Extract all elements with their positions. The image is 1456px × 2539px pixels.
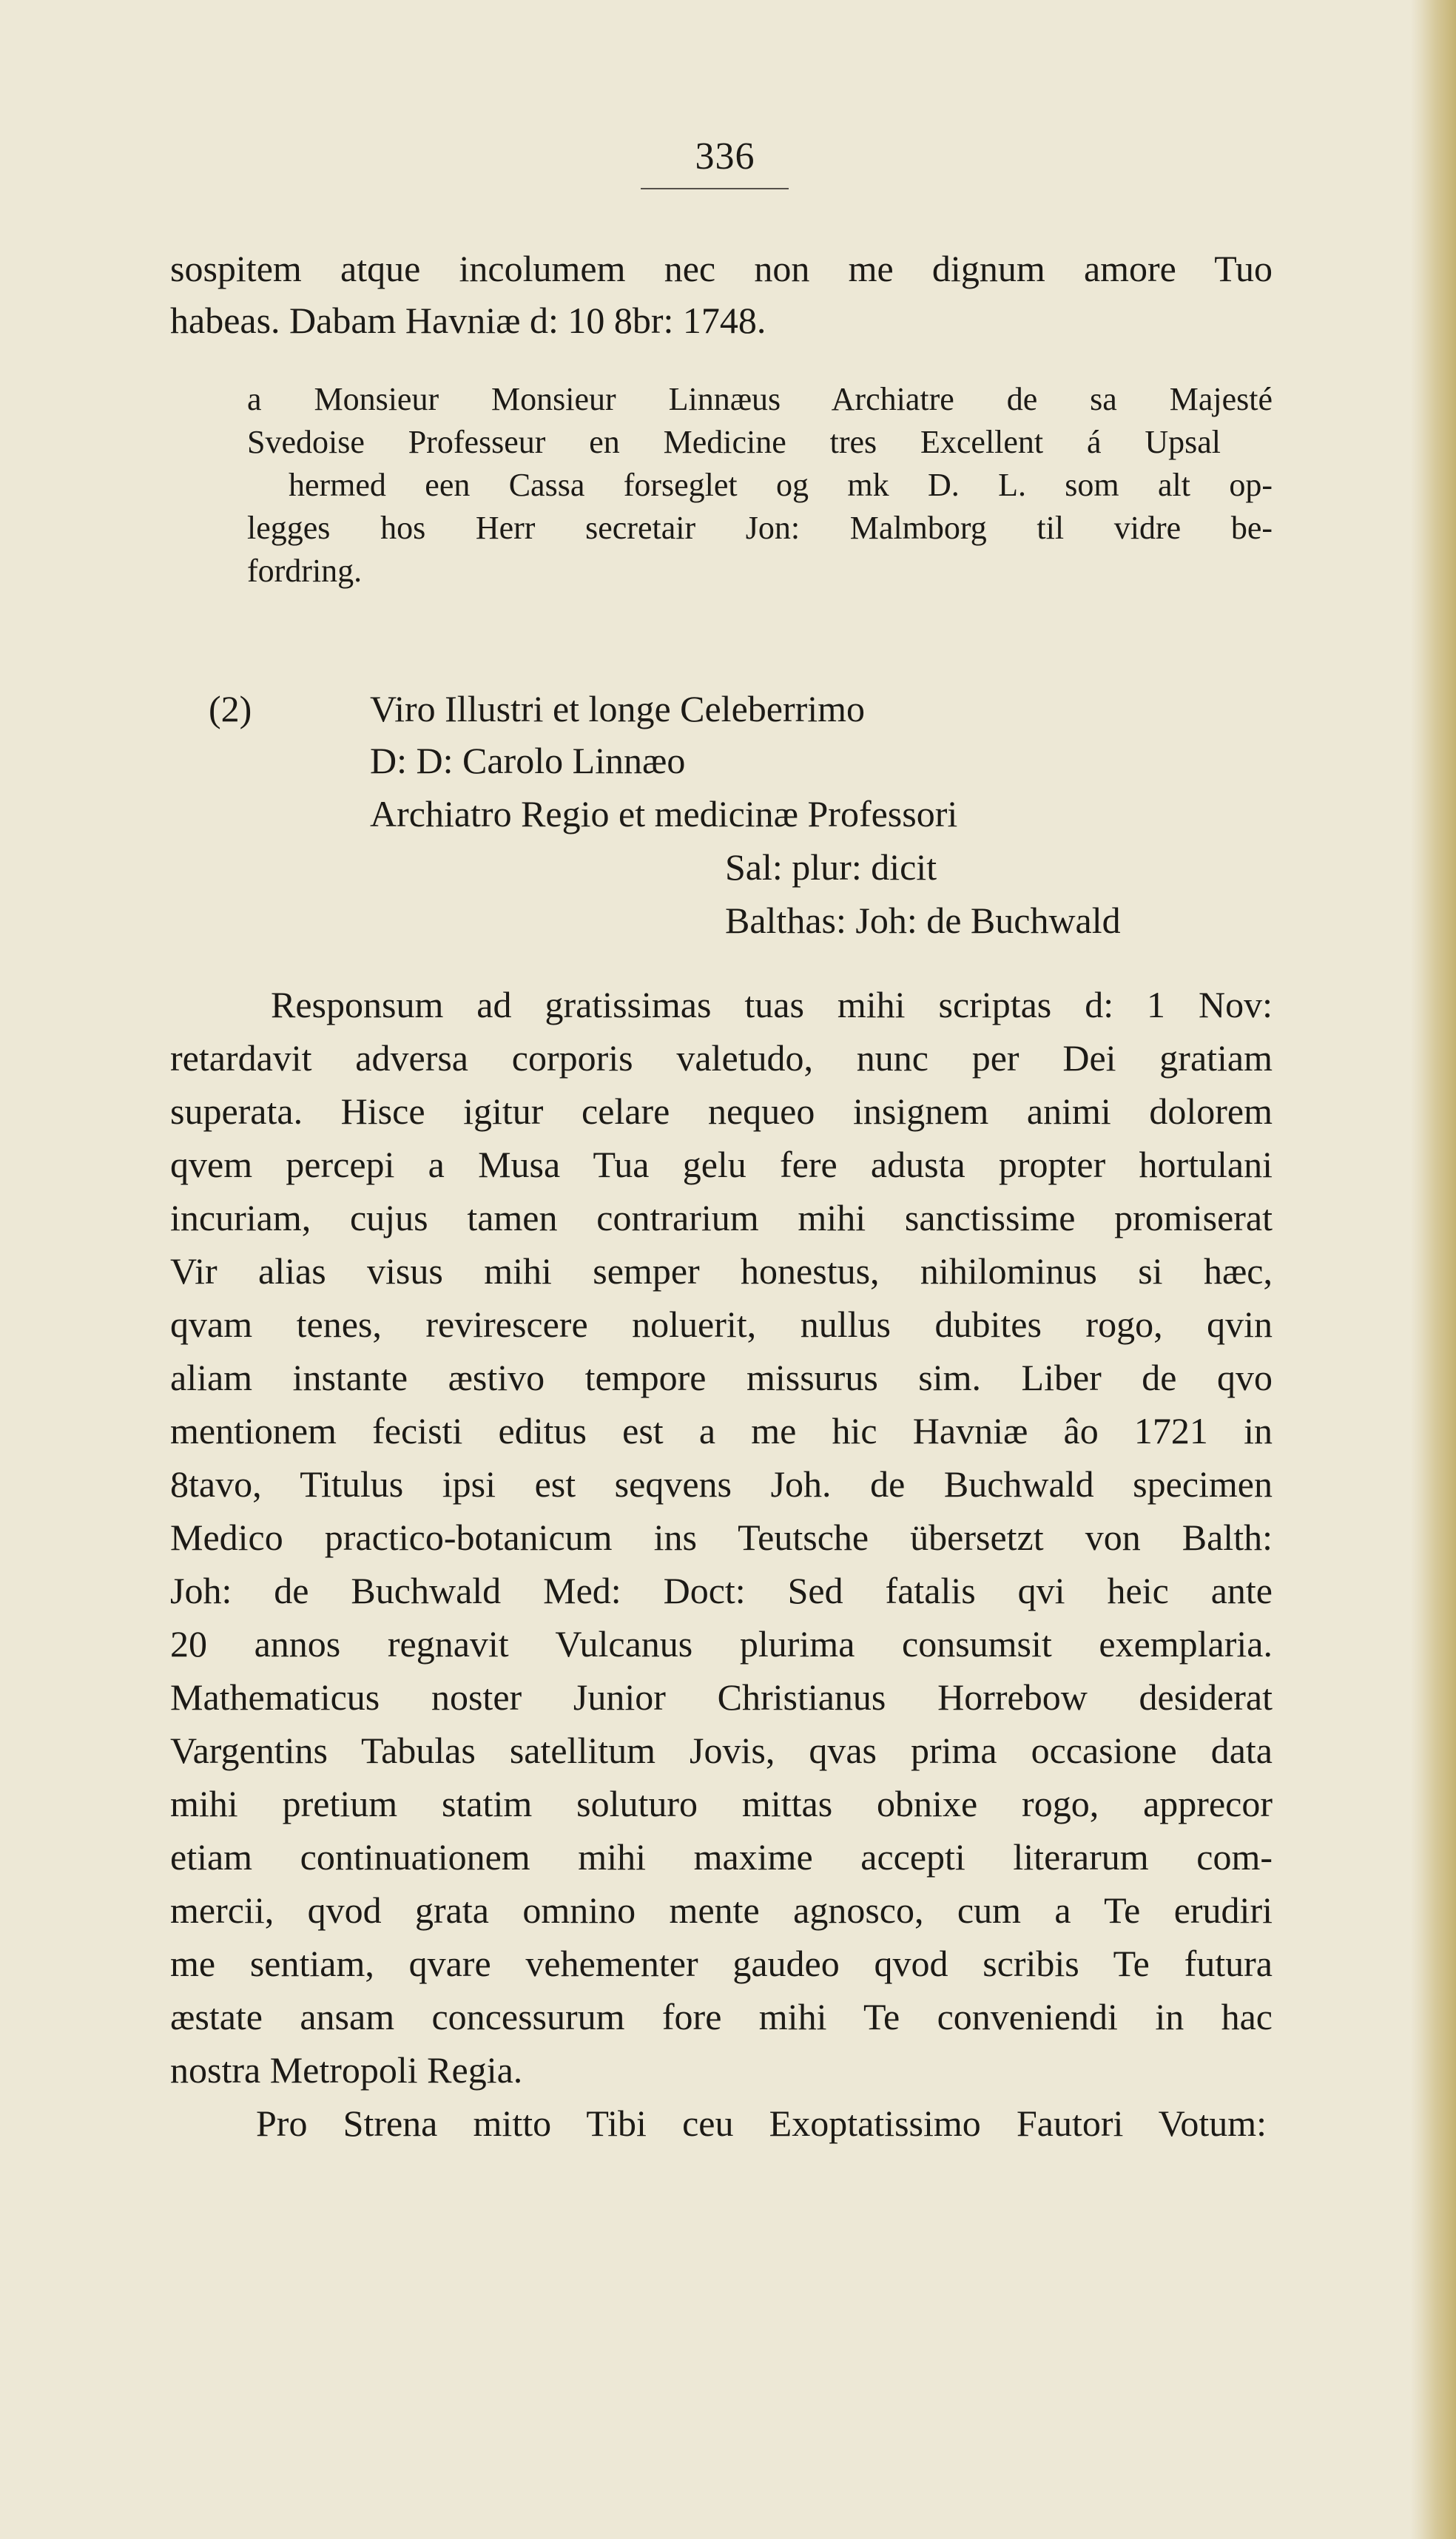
continuation-line-2: habeas. Dabam Havniæ d: 10 8br: 1748. bbox=[170, 300, 766, 341]
body-line-7: qvam tenes, revirescere noluerit, nullus dubites rogo, qvin bbox=[170, 1304, 1273, 1345]
body-line-9: mentionem fecisti editus est a me hic Havniæ âo 1721 in bbox=[170, 1410, 1273, 1451]
body-line-22: Pro Strena mitto Tibi ceu Exoptatissimo Fautori Votum: bbox=[256, 2103, 1267, 2144]
address-line-3: hermed een Cassa forseglet og mk D. L. som alt op- bbox=[289, 467, 1273, 503]
continuation-line-1: sospitem atque incolumem nec non me dignum amore Tuo bbox=[170, 248, 1273, 289]
body-line-11: Medico practico-botanicum ins Teutsche übersetzt von Balth: bbox=[170, 1517, 1273, 1558]
salutation-line-1: Viro Illustri et longe Celeberrimo bbox=[370, 688, 866, 729]
body-line-13: 20 annos regnavit Vulcanus plurima consumsit exemplaria. bbox=[170, 1623, 1273, 1665]
body-line-20: æstate ansam concessurum fore mihi Te conveniendi in hac bbox=[170, 1996, 1273, 2037]
body-line-4: qvem percepi a Musa Tua gelu fere adusta propter hortulani bbox=[170, 1144, 1273, 1185]
page-number: 336 bbox=[695, 135, 755, 178]
salutation-line-5: Balthas: Joh: de Buchwald bbox=[725, 900, 1121, 941]
page-number-rule bbox=[641, 188, 789, 189]
address-line-4: legges hos Herr secretair Jon: Malmborg til vidre be- bbox=[247, 510, 1273, 546]
address-line-5: fordring. bbox=[247, 553, 363, 589]
body-line-3: superata. Hisce igitur celare nequeo insignem animi dolorem bbox=[170, 1090, 1273, 1132]
body-line-12: Joh: de Buchwald Med: Doct: Sed fatalis qvi heic ante bbox=[170, 1570, 1273, 1611]
address-line-1: a Monsieur Monsieur Linnæus Archiatre de sa Majesté bbox=[247, 381, 1273, 417]
salutation-line-2: D: D: Carolo Linnæo bbox=[370, 740, 686, 781]
salutation-line-4: Sal: plur: dicit bbox=[725, 846, 937, 888]
body-line-8: aliam instante æstivo tempore missurus sim. Liber de qvo bbox=[170, 1357, 1273, 1398]
body-line-21: nostra Metropoli Regia. bbox=[170, 2049, 523, 2091]
body-line-18: mercii, qvod grata omnino mente agnosco, cum a Te erudiri bbox=[170, 1889, 1273, 1931]
body-line-17: etiam continuationem mihi maxime accepti literarum com- bbox=[170, 1836, 1273, 1878]
body-line-5: incuriam, cujus tamen contrarium mihi sanctissime promiserat bbox=[170, 1197, 1273, 1238]
body-line-16: mihi pretium statim soluturo mittas obnixe rogo, apprecor bbox=[170, 1783, 1273, 1824]
page-edge bbox=[1410, 0, 1456, 2539]
body-line-2: retardavit adversa corporis valetudo, nunc per Dei gratiam bbox=[170, 1037, 1273, 1079]
body-line-15: Vargentins Tabulas satellitum Jovis, qvas prima occasione data bbox=[170, 1730, 1273, 1771]
letter-number: (2) bbox=[209, 688, 252, 729]
body-line-14: Mathematicus noster Junior Christianus Horrebow desiderat bbox=[170, 1676, 1273, 1718]
body-line-1: Responsum ad gratissimas tuas mihi scriptas d: 1 Nov: bbox=[271, 984, 1273, 1025]
body-line-19: me sentiam, qvare vehementer gaudeo qvod scribis Te futura bbox=[170, 1943, 1273, 1984]
body-line-10: 8tavo, Titulus ipsi est seqvens Joh. de Buchwald specimen bbox=[170, 1463, 1273, 1505]
address-line-2: Svedoise Professeur en Medicine tres Excellent á Upsal bbox=[247, 424, 1221, 460]
salutation-line-3: Archiatro Regio et medicinæ Professori bbox=[370, 793, 958, 834]
body-line-6: Vir alias visus mihi semper honestus, nihilominus si hæc, bbox=[170, 1250, 1273, 1292]
